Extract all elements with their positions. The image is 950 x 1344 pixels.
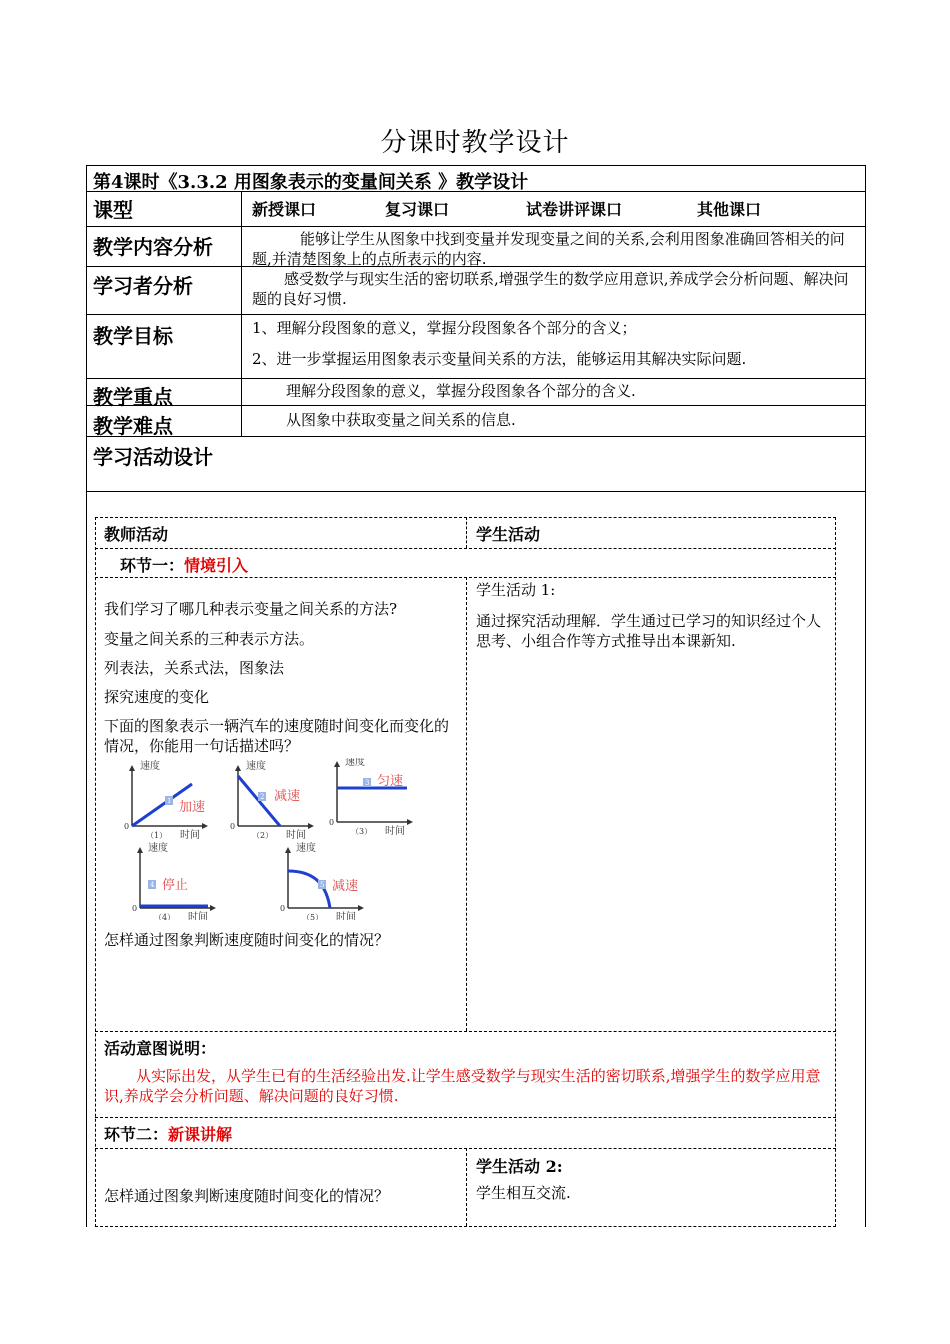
section1-heading	[120, 553, 248, 576]
activity-table-border	[835, 517, 836, 1227]
y-axis-arrow	[235, 765, 241, 771]
x-axis-label: 时间	[286, 830, 306, 841]
panel-caption: （1）	[146, 831, 168, 840]
table-row-divider	[86, 436, 866, 437]
y-axis-arrow	[334, 761, 340, 767]
student-activity-header: 学生活动	[476, 525, 541, 544]
lesson-title: 第4课时《3.3.2 用图象表示的变量间关系 》教学设计	[93, 172, 529, 193]
y-axis-label: 速度	[345, 758, 365, 768]
activity-table-divider	[95, 548, 836, 549]
panel-number: 2	[260, 793, 265, 801]
x-axis-arrow	[210, 905, 216, 911]
origin-label: 0	[230, 822, 236, 831]
course-type-option[interactable]: 试卷讲评课口	[526, 200, 623, 219]
x-axis-label: 时间	[336, 912, 356, 920]
key-points-label: 教学重点	[93, 385, 173, 409]
table-row-divider	[86, 314, 866, 315]
panel-label: 匀速	[377, 774, 404, 789]
table-row-divider	[86, 491, 866, 492]
x-axis-label: 时间	[180, 830, 200, 841]
table-border-top	[86, 165, 866, 166]
table-row-divider	[86, 378, 866, 379]
y-axis-label: 速度	[140, 761, 160, 772]
series-line	[288, 871, 330, 908]
activity-column-divider	[466, 1148, 467, 1226]
panel-caption: （3）	[351, 827, 373, 836]
panel-number: 4	[150, 881, 155, 889]
teacher-line: 我们学习了哪几种表示变量之间关系的方法?	[104, 600, 398, 618]
panel-caption: （4）	[154, 913, 176, 920]
panel-label: 减速	[274, 789, 301, 804]
objective-item: 2、进一步掌握运用图象表示变量间关系的方法，能够运用其解决实际问题.	[252, 350, 747, 368]
course-type-option[interactable]: 其他课口	[697, 200, 762, 219]
panel-label: 加速	[179, 800, 206, 815]
x-axis-arrow	[407, 819, 413, 825]
objective-item: 1、理解分段图象的意义，掌握分段图象各个部分的含义；	[252, 319, 637, 337]
panel-number: 5	[320, 881, 325, 889]
section1-name: 情境引入	[184, 556, 249, 575]
intent-text: 从实际出发，从学生已有的生活经验出发.让学生感受数学与现实生活的密切联系,增强学生的数学应用意识,养成学会分析问题、解决问题的良好习惯.	[104, 1067, 821, 1105]
activity-table-border	[95, 517, 96, 1227]
teacher-line: 列表法，关系式法，图象法	[104, 659, 285, 677]
section2-teacher-text: 怎样通过图象判断速度随时间变化的情况？	[104, 1187, 390, 1205]
x-axis-arrow	[202, 823, 208, 829]
table-border-left	[86, 165, 87, 1227]
activity-table-divider	[95, 1031, 836, 1032]
course-type-option[interactable]: 复习课口	[385, 200, 450, 219]
y-axis-label: 速度	[246, 761, 266, 772]
x-axis-label: 时间	[188, 912, 208, 920]
table-row-divider	[86, 405, 866, 406]
difficulties-label: 教学难点	[93, 414, 173, 438]
student-activity-2-title: 学生活动 2:	[476, 1157, 563, 1176]
student-activity-2-text: 学生相互交流.	[476, 1184, 571, 1202]
teacher-line: 探究速度的变化	[104, 688, 210, 706]
x-axis-arrow	[308, 823, 314, 829]
course-type-option[interactable]: 新授课口	[252, 200, 317, 219]
speed-time-graphs	[100, 758, 470, 920]
course-type-label: 课型	[93, 198, 133, 222]
teacher-line: 变量之间关系的三种表示方法。	[104, 630, 315, 648]
table-column-divider	[241, 191, 242, 436]
teacher-line: 下面的图象表示一辆汽车的速度随时间变化而变化的情况，你能用一句话描述吗？	[104, 717, 450, 755]
intent-label: 活动意图说明：	[104, 1039, 217, 1058]
table-row-divider	[86, 226, 866, 227]
teacher-activity-header: 教师活动	[104, 525, 169, 544]
origin-label: 0	[132, 904, 138, 913]
x-axis-arrow	[358, 905, 364, 911]
panel-number: 1	[167, 797, 172, 805]
origin-label: 0	[329, 818, 335, 827]
y-axis-label: 速度	[296, 843, 316, 854]
learner-analysis-label: 学习者分析	[93, 274, 193, 298]
y-axis-label: 速度	[148, 843, 168, 854]
y-axis-arrow	[285, 847, 291, 853]
learner-analysis-text: 感受数学与现实生活的密切联系,增强学生的数学应用意识,养成学会分析问题、解决问题的良好习惯.	[252, 270, 849, 308]
section2-heading	[104, 1122, 232, 1145]
student-activity-1-text: 通过探究活动理解．学生通过已学习的知识经过个人思考、小组合作等方式推导出本课新知.	[476, 612, 822, 650]
activity-design-label: 学习活动设计	[93, 445, 213, 469]
y-axis-arrow	[129, 765, 135, 771]
origin-label: 0	[124, 822, 130, 831]
activity-table-border	[95, 1226, 836, 1227]
section2-name: 新课讲解	[168, 1125, 233, 1144]
teacher-question: 怎样通过图象判断速度随时间变化的情况？	[104, 931, 390, 949]
content-analysis-label: 教学内容分析	[93, 235, 213, 259]
section2-label: 环节二：	[104, 1125, 169, 1144]
objectives-label: 教学目标	[93, 324, 173, 348]
panel-label: 停止	[162, 878, 189, 893]
content-analysis-text: 能够让学生从图象中找到变量并发现变量之间的关系,会利用图象准确回答相关的问题,并清楚图象上的点所表示的内容.	[252, 230, 845, 268]
student-activity-1-title: 学生活动 1:	[476, 581, 556, 599]
difficulties-text: 从图象中获取变量之间关系的信息.	[286, 411, 516, 429]
panel-number: 3	[365, 779, 370, 787]
x-axis-label: 时间	[385, 826, 405, 837]
activity-table-divider	[95, 1117, 836, 1118]
key-points-text: 理解分段图象的意义，掌握分段图象各个部分的含义.	[286, 382, 636, 400]
y-axis-arrow	[137, 847, 143, 853]
panel-caption: （5）	[302, 913, 324, 920]
page-title: 分课时教学设计	[380, 128, 570, 158]
origin-label: 0	[280, 904, 286, 913]
activity-column-divider	[466, 517, 467, 548]
section1-label: 环节一：	[120, 556, 185, 575]
table-border-right	[865, 165, 866, 1227]
panel-label: 减速	[332, 879, 359, 894]
panel-caption: （2）	[252, 831, 274, 840]
